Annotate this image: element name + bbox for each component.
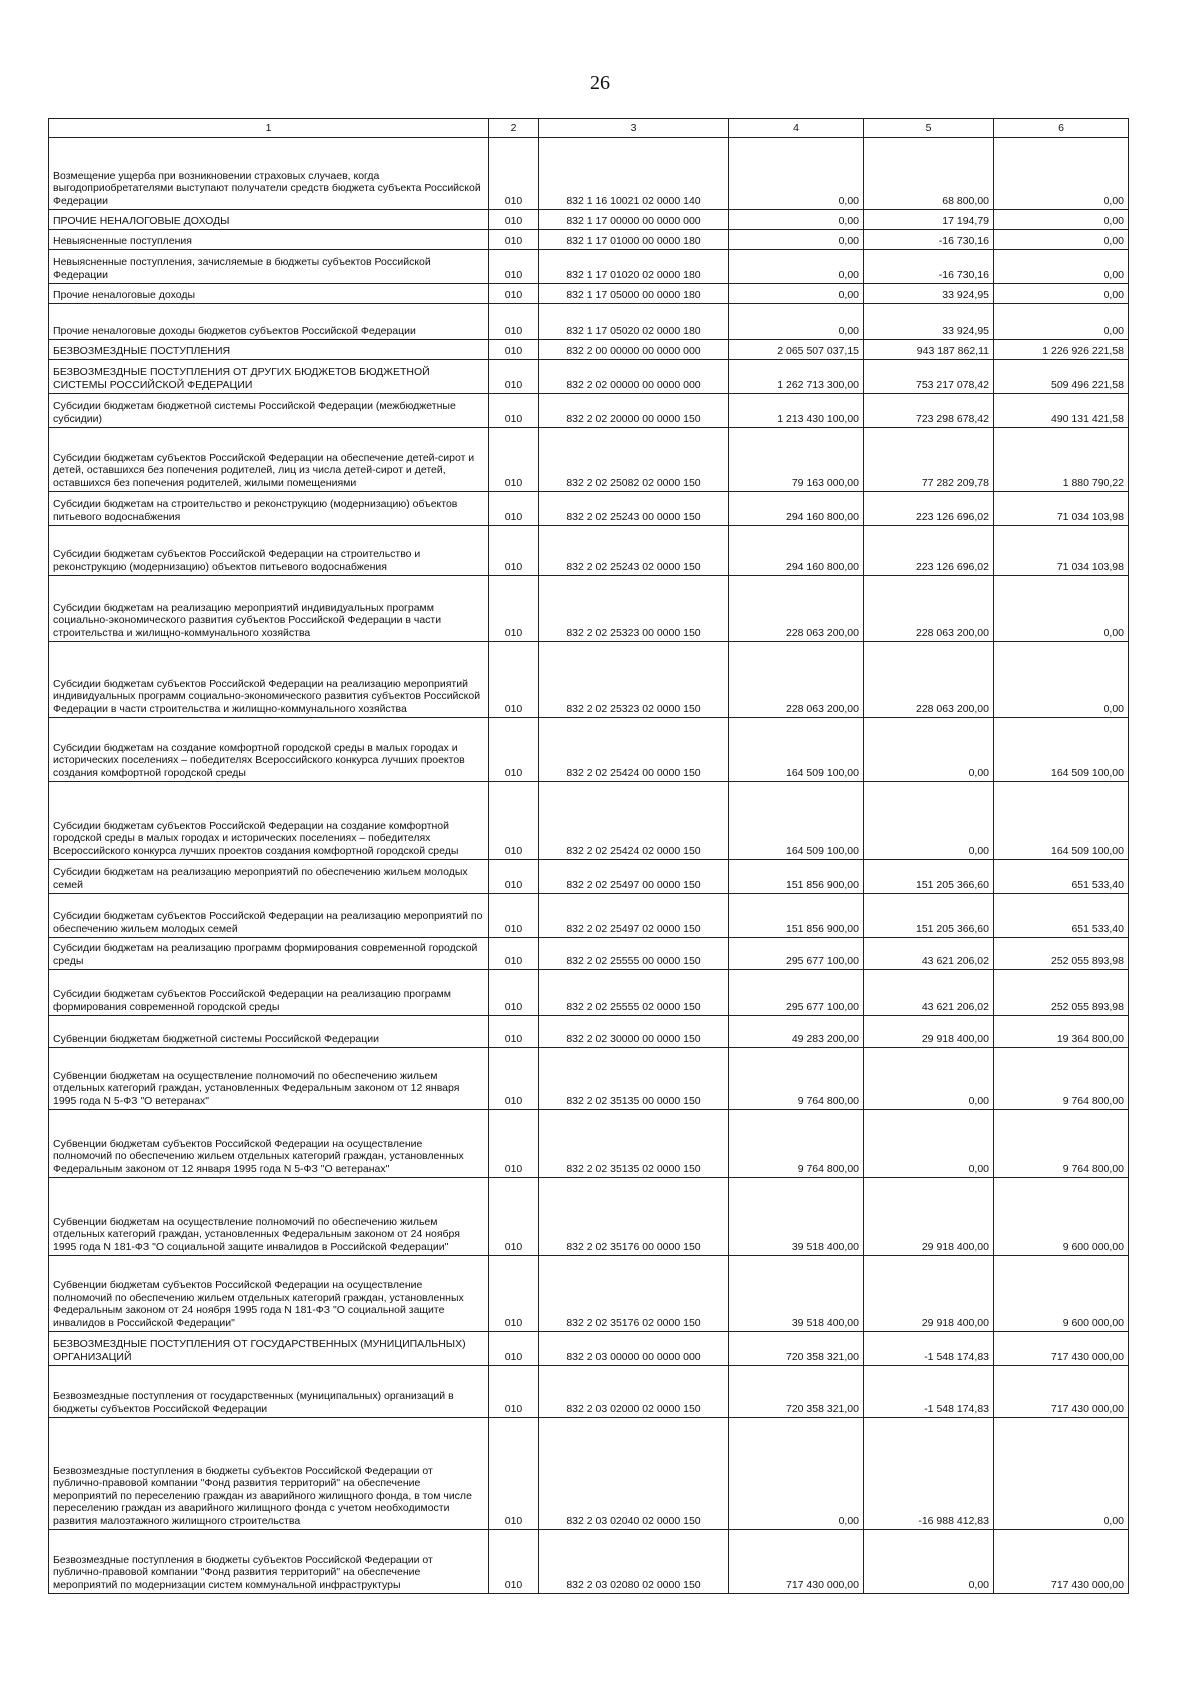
- budget-code-cell: 832 2 02 25555 00 0000 150: [539, 938, 729, 970]
- row-name-cell: Субсидии бюджетам на создание комфортной городской среды в малых городах и исторических поселениях – победителях Всероссийского конкурса лучших проектов создания комфортной городской среды: [49, 718, 489, 782]
- approved-amount-cell: 39 518 400,00: [729, 1178, 864, 1256]
- executed-amount-cell: 77 282 209,78: [864, 428, 994, 492]
- approved-amount-cell: 0,00: [729, 230, 864, 250]
- budget-code-cell: 832 2 02 00000 00 0000 000: [539, 360, 729, 394]
- approved-amount-cell: 295 677 100,00: [729, 970, 864, 1016]
- budget-code-cell: 832 2 02 35176 00 0000 150: [539, 1178, 729, 1256]
- line-code-cell: 010: [489, 230, 539, 250]
- unexecuted-amount-cell: 1 880 790,22: [994, 428, 1129, 492]
- line-code-cell: 010: [489, 894, 539, 938]
- executed-amount-cell: 0,00: [864, 1110, 994, 1178]
- executed-amount-cell: 943 187 862,11: [864, 340, 994, 360]
- line-code-cell: 010: [489, 938, 539, 970]
- table-row: [49, 526, 1129, 576]
- table-row: [49, 360, 1129, 394]
- approved-amount-cell: 228 063 200,00: [729, 642, 864, 718]
- approved-amount-cell: 0,00: [729, 1418, 864, 1530]
- executed-amount-cell: 43 621 206,02: [864, 938, 994, 970]
- unexecuted-amount-cell: 717 430 000,00: [994, 1530, 1129, 1594]
- executed-amount-cell: 223 126 696,02: [864, 526, 994, 576]
- row-name-cell: БЕЗВОЗМЕЗДНЫЕ ПОСТУПЛЕНИЯ: [49, 340, 489, 360]
- row-name-cell: Субвенции бюджетам субъектов Российской Федерации на осуществление полномочий по обеспечению жильем отдельных категорий граждан, установленных Федеральным законом от 24 ноября 1995 года N 181-ФЗ "О социальной защите инвалидов в Российской Федерации": [49, 1256, 489, 1332]
- approved-amount-cell: 0,00: [729, 250, 864, 284]
- row-name-cell: Субсидии бюджетам субъектов Российской Федерации на реализацию мероприятий индивидуальных программ социально-экономического развития субъектов Российской Федерации в части строительства и жилищно-коммунального хозяйства: [49, 642, 489, 718]
- executed-amount-cell: 29 918 400,00: [864, 1016, 994, 1048]
- approved-amount-cell: 151 856 900,00: [729, 894, 864, 938]
- budget-code-cell: 832 2 00 00000 00 0000 000: [539, 340, 729, 360]
- column-header: 2: [489, 119, 539, 138]
- table-row: [49, 138, 1129, 210]
- approved-amount-cell: 717 430 000,00: [729, 1530, 864, 1594]
- row-name-cell: Субсидии бюджетам на строительство и реконструкцию (модернизацию) объектов питьевого водоснабжения: [49, 492, 489, 526]
- approved-amount-cell: 720 358 321,00: [729, 1366, 864, 1418]
- row-name-cell: Субсидии бюджетам на реализацию программ формирования современной городской среды: [49, 938, 489, 970]
- approved-amount-cell: 228 063 200,00: [729, 576, 864, 642]
- unexecuted-amount-cell: 9 764 800,00: [994, 1110, 1129, 1178]
- executed-amount-cell: 33 924,95: [864, 304, 994, 340]
- approved-amount-cell: 79 163 000,00: [729, 428, 864, 492]
- row-name-cell: Субсидии бюджетам субъектов Российской Федерации на реализацию программ формирования современной городской среды: [49, 970, 489, 1016]
- budget-code-cell: 832 1 17 00000 00 0000 000: [539, 210, 729, 230]
- budget-revenue-table: [48, 118, 1129, 1594]
- executed-amount-cell: 33 924,95: [864, 284, 994, 304]
- table-row: [49, 1332, 1129, 1366]
- line-code-cell: 010: [489, 718, 539, 782]
- approved-amount-cell: 0,00: [729, 210, 864, 230]
- executed-amount-cell: 43 621 206,02: [864, 970, 994, 1016]
- column-number-row: [49, 119, 1129, 138]
- budget-code-cell: 832 2 03 02080 02 0000 150: [539, 1530, 729, 1594]
- row-name-cell: Субсидии бюджетам субъектов Российской Федерации на обеспечение детей-сирот и детей, оставшихся без попечения родителей, лиц из числа детей-сирот и детей, оставшихся без попечения родителей, жилыми помещениями: [49, 428, 489, 492]
- approved-amount-cell: 2 065 507 037,15: [729, 340, 864, 360]
- executed-amount-cell: 228 063 200,00: [864, 642, 994, 718]
- line-code-cell: 010: [489, 1530, 539, 1594]
- executed-amount-cell: 753 217 078,42: [864, 360, 994, 394]
- column-header: 5: [864, 119, 994, 138]
- budget-code-cell: 832 2 02 25323 00 0000 150: [539, 576, 729, 642]
- table-row: [49, 970, 1129, 1016]
- unexecuted-amount-cell: 1 226 926 221,58: [994, 340, 1129, 360]
- line-code-cell: 010: [489, 1178, 539, 1256]
- line-code-cell: 010: [489, 1418, 539, 1530]
- approved-amount-cell: 294 160 800,00: [729, 526, 864, 576]
- budget-code-cell: 832 2 03 02000 02 0000 150: [539, 1366, 729, 1418]
- budget-code-cell: 832 2 02 25243 02 0000 150: [539, 526, 729, 576]
- executed-amount-cell: -16 988 412,83: [864, 1418, 994, 1530]
- budget-code-cell: 832 1 17 05020 02 0000 180: [539, 304, 729, 340]
- budget-code-cell: 832 2 02 25323 02 0000 150: [539, 642, 729, 718]
- line-code-cell: 010: [489, 394, 539, 428]
- table-row: [49, 576, 1129, 642]
- table-row: [49, 1418, 1129, 1530]
- line-code-cell: 010: [489, 782, 539, 860]
- table-row: [49, 1366, 1129, 1418]
- unexecuted-amount-cell: 717 430 000,00: [994, 1366, 1129, 1418]
- line-code-cell: 010: [489, 1256, 539, 1332]
- approved-amount-cell: 0,00: [729, 304, 864, 340]
- approved-amount-cell: 294 160 800,00: [729, 492, 864, 526]
- executed-amount-cell: 29 918 400,00: [864, 1256, 994, 1332]
- approved-amount-cell: 720 358 321,00: [729, 1332, 864, 1366]
- line-code-cell: 010: [489, 1366, 539, 1418]
- line-code-cell: 010: [489, 210, 539, 230]
- executed-amount-cell: -16 730,16: [864, 250, 994, 284]
- budget-code-cell: 832 2 02 35135 02 0000 150: [539, 1110, 729, 1178]
- unexecuted-amount-cell: 0,00: [994, 304, 1129, 340]
- row-name-cell: БЕЗВОЗМЕЗДНЫЕ ПОСТУПЛЕНИЯ ОТ ДРУГИХ БЮДЖЕТОВ БЮДЖЕТНОЙ СИСТЕМЫ РОССИЙСКОЙ ФЕДЕРАЦИИ: [49, 360, 489, 394]
- executed-amount-cell: 17 194,79: [864, 210, 994, 230]
- row-name-cell: Прочие неналоговые доходы: [49, 284, 489, 304]
- unexecuted-amount-cell: 252 055 893,98: [994, 970, 1129, 1016]
- budget-code-cell: 832 1 16 10021 02 0000 140: [539, 138, 729, 210]
- table-row: [49, 1178, 1129, 1256]
- table-row: [49, 250, 1129, 284]
- unexecuted-amount-cell: 71 034 103,98: [994, 492, 1129, 526]
- executed-amount-cell: -16 730,16: [864, 230, 994, 250]
- executed-amount-cell: 68 800,00: [864, 138, 994, 210]
- row-name-cell: Безвозмездные поступления в бюджеты субъектов Российской Федерации от публично-правовой компании "Фонд развития территорий" на обеспечение мероприятий по переселению граждан из аварийного жилищного фонда, в том числе переселению граждан из аварийного жилищного фонда с учетом необходимости развития малоэтажного жилищного строительства: [49, 1418, 489, 1530]
- budget-code-cell: 832 1 17 05000 00 0000 180: [539, 284, 729, 304]
- line-code-cell: 010: [489, 1332, 539, 1366]
- row-name-cell: Субвенции бюджетам на осуществление полномочий по обеспечению жильем отдельных категорий граждан, установленных Федеральным законом от 12 января 1995 года N 5-ФЗ "О ветеранах": [49, 1048, 489, 1110]
- unexecuted-amount-cell: 164 509 100,00: [994, 782, 1129, 860]
- budget-code-cell: 832 2 02 35176 02 0000 150: [539, 1256, 729, 1332]
- table-row: [49, 304, 1129, 340]
- approved-amount-cell: 151 856 900,00: [729, 860, 864, 894]
- budget-code-cell: 832 2 02 35135 00 0000 150: [539, 1048, 729, 1110]
- executed-amount-cell: 223 126 696,02: [864, 492, 994, 526]
- unexecuted-amount-cell: 0,00: [994, 576, 1129, 642]
- table-row: [49, 1048, 1129, 1110]
- column-header: 6: [994, 119, 1129, 138]
- table-row: [49, 642, 1129, 718]
- budget-code-cell: 832 2 03 02040 02 0000 150: [539, 1418, 729, 1530]
- unexecuted-amount-cell: 0,00: [994, 138, 1129, 210]
- line-code-cell: 010: [489, 360, 539, 394]
- table-row: [49, 718, 1129, 782]
- table-row: [49, 428, 1129, 492]
- approved-amount-cell: 49 283 200,00: [729, 1016, 864, 1048]
- table-row: [49, 210, 1129, 230]
- executed-amount-cell: 228 063 200,00: [864, 576, 994, 642]
- budget-code-cell: 832 2 02 30000 00 0000 150: [539, 1016, 729, 1048]
- line-code-cell: 010: [489, 1048, 539, 1110]
- row-name-cell: Невыясненные поступления, зачисляемые в бюджеты субъектов Российской Федерации: [49, 250, 489, 284]
- budget-code-cell: 832 2 02 25424 02 0000 150: [539, 782, 729, 860]
- line-code-cell: 010: [489, 1016, 539, 1048]
- executed-amount-cell: 0,00: [864, 1048, 994, 1110]
- line-code-cell: 010: [489, 428, 539, 492]
- column-header: 4: [729, 119, 864, 138]
- table-row: [49, 1016, 1129, 1048]
- approved-amount-cell: 0,00: [729, 284, 864, 304]
- unexecuted-amount-cell: 19 364 800,00: [994, 1016, 1129, 1048]
- unexecuted-amount-cell: 0,00: [994, 284, 1129, 304]
- table-row: [49, 894, 1129, 938]
- table-row: [49, 230, 1129, 250]
- line-code-cell: 010: [489, 340, 539, 360]
- line-code-cell: 010: [489, 526, 539, 576]
- line-code-cell: 010: [489, 970, 539, 1016]
- budget-code-cell: 832 1 17 01000 00 0000 180: [539, 230, 729, 250]
- approved-amount-cell: 9 764 800,00: [729, 1110, 864, 1178]
- budget-code-cell: 832 2 02 25082 02 0000 150: [539, 428, 729, 492]
- executed-amount-cell: 29 918 400,00: [864, 1178, 994, 1256]
- line-code-cell: 010: [489, 1110, 539, 1178]
- table-row: [49, 1110, 1129, 1178]
- executed-amount-cell: -1 548 174,83: [864, 1332, 994, 1366]
- budget-code-cell: 832 2 03 00000 00 0000 000: [539, 1332, 729, 1366]
- unexecuted-amount-cell: 0,00: [994, 230, 1129, 250]
- table-row: [49, 340, 1129, 360]
- row-name-cell: Субсидии бюджетам на реализацию мероприятий по обеспечению жильем молодых семей: [49, 860, 489, 894]
- budget-code-cell: 832 2 02 25555 02 0000 150: [539, 970, 729, 1016]
- table-row: [49, 860, 1129, 894]
- unexecuted-amount-cell: 0,00: [994, 210, 1129, 230]
- executed-amount-cell: 0,00: [864, 718, 994, 782]
- row-name-cell: Субсидии бюджетам субъектов Российской Федерации на строительство и реконструкцию (модернизацию) объектов питьевого водоснабжения: [49, 526, 489, 576]
- line-code-cell: 010: [489, 492, 539, 526]
- table-row: [49, 284, 1129, 304]
- approved-amount-cell: 39 518 400,00: [729, 1256, 864, 1332]
- unexecuted-amount-cell: 71 034 103,98: [994, 526, 1129, 576]
- unexecuted-amount-cell: 252 055 893,98: [994, 938, 1129, 970]
- column-header: 1: [49, 119, 489, 138]
- line-code-cell: 010: [489, 304, 539, 340]
- budget-code-cell: 832 2 02 20000 00 0000 150: [539, 394, 729, 428]
- unexecuted-amount-cell: 717 430 000,00: [994, 1332, 1129, 1366]
- budget-code-cell: 832 2 02 25497 02 0000 150: [539, 894, 729, 938]
- unexecuted-amount-cell: 164 509 100,00: [994, 718, 1129, 782]
- line-code-cell: 010: [489, 250, 539, 284]
- executed-amount-cell: 0,00: [864, 782, 994, 860]
- table-row: [49, 782, 1129, 860]
- unexecuted-amount-cell: 509 496 221,58: [994, 360, 1129, 394]
- approved-amount-cell: 164 509 100,00: [729, 718, 864, 782]
- line-code-cell: 010: [489, 284, 539, 304]
- executed-amount-cell: 0,00: [864, 1530, 994, 1594]
- row-name-cell: Субсидии бюджетам субъектов Российской Федерации на создание комфортной городской среды в малых городах и исторических поселениях – победителях Всероссийского конкурса лучших проектов создания комфортной городской среды: [49, 782, 489, 860]
- budget-code-cell: 832 2 02 25497 00 0000 150: [539, 860, 729, 894]
- table-row: [49, 492, 1129, 526]
- unexecuted-amount-cell: 0,00: [994, 250, 1129, 284]
- approved-amount-cell: 1 213 430 100,00: [729, 394, 864, 428]
- row-name-cell: Субсидии бюджетам субъектов Российской Федерации на реализацию мероприятий по обеспечению жильем молодых семей: [49, 894, 489, 938]
- row-name-cell: БЕЗВОЗМЕЗДНЫЕ ПОСТУПЛЕНИЯ ОТ ГОСУДАРСТВЕННЫХ (МУНИЦИПАЛЬНЫХ) ОРГАНИЗАЦИЙ: [49, 1332, 489, 1366]
- row-name-cell: Субсидии бюджетам на реализацию мероприятий индивидуальных программ социально-экономического развития субъектов Российской Федерации в части строительства и жилищно-коммунального хозяйства: [49, 576, 489, 642]
- executed-amount-cell: -1 548 174,83: [864, 1366, 994, 1418]
- table-row: [49, 938, 1129, 970]
- table-row: [49, 1530, 1129, 1594]
- line-code-cell: 010: [489, 576, 539, 642]
- unexecuted-amount-cell: 9 764 800,00: [994, 1048, 1129, 1110]
- executed-amount-cell: 151 205 366,60: [864, 860, 994, 894]
- row-name-cell: Субсидии бюджетам бюджетной системы Российской Федерации (межбюджетные субсидии): [49, 394, 489, 428]
- row-name-cell: Субвенции бюджетам бюджетной системы Российской Федерации: [49, 1016, 489, 1048]
- unexecuted-amount-cell: 9 600 000,00: [994, 1178, 1129, 1256]
- line-code-cell: 010: [489, 642, 539, 718]
- page-number: 26: [590, 72, 610, 94]
- approved-amount-cell: 1 262 713 300,00: [729, 360, 864, 394]
- approved-amount-cell: 9 764 800,00: [729, 1048, 864, 1110]
- table-row: [49, 1256, 1129, 1332]
- line-code-cell: 010: [489, 860, 539, 894]
- row-name-cell: Безвозмездные поступления в бюджеты субъектов Российской Федерации от публично-правовой компании "Фонд развития территорий" на обеспечение мероприятий по модернизации систем коммунальной инфраструктуры: [49, 1530, 489, 1594]
- unexecuted-amount-cell: 651 533,40: [994, 894, 1129, 938]
- column-header: 3: [539, 119, 729, 138]
- budget-code-cell: 832 1 17 01020 02 0000 180: [539, 250, 729, 284]
- row-name-cell: Возмещение ущерба при возникновении страховых случаев, когда выгодоприобретателями выступают получатели средств бюджета субъекта Российской Федерации: [49, 138, 489, 210]
- row-name-cell: ПРОЧИЕ НЕНАЛОГОВЫЕ ДОХОДЫ: [49, 210, 489, 230]
- approved-amount-cell: 0,00: [729, 138, 864, 210]
- executed-amount-cell: 723 298 678,42: [864, 394, 994, 428]
- budget-code-cell: 832 2 02 25424 00 0000 150: [539, 718, 729, 782]
- unexecuted-amount-cell: 9 600 000,00: [994, 1256, 1129, 1332]
- table-row: [49, 394, 1129, 428]
- row-name-cell: Субвенции бюджетам на осуществление полномочий по обеспечению жильем отдельных категорий граждан, установленных Федеральным законом от 24 ноября 1995 года N 181-ФЗ "О социальной защите инвалидов в Российской Федерации": [49, 1178, 489, 1256]
- unexecuted-amount-cell: 490 131 421,58: [994, 394, 1129, 428]
- unexecuted-amount-cell: 0,00: [994, 642, 1129, 718]
- line-code-cell: 010: [489, 138, 539, 210]
- row-name-cell: Невыясненные поступления: [49, 230, 489, 250]
- executed-amount-cell: 151 205 366,60: [864, 894, 994, 938]
- row-name-cell: Безвозмездные поступления от государственных (муниципальных) организаций в бюджеты субъектов Российской Федерации: [49, 1366, 489, 1418]
- approved-amount-cell: 164 509 100,00: [729, 782, 864, 860]
- row-name-cell: Субвенции бюджетам субъектов Российской Федерации на осуществление полномочий по обеспечению жильем отдельных категорий граждан, установленных Федеральным законом от 12 января 1995 года N 5-ФЗ "О ветеранах": [49, 1110, 489, 1178]
- budget-code-cell: 832 2 02 25243 00 0000 150: [539, 492, 729, 526]
- table-body: [49, 138, 1129, 1594]
- approved-amount-cell: 295 677 100,00: [729, 938, 864, 970]
- unexecuted-amount-cell: 651 533,40: [994, 860, 1129, 894]
- unexecuted-amount-cell: 0,00: [994, 1418, 1129, 1530]
- row-name-cell: Прочие неналоговые доходы бюджетов субъектов Российской Федерации: [49, 304, 489, 340]
